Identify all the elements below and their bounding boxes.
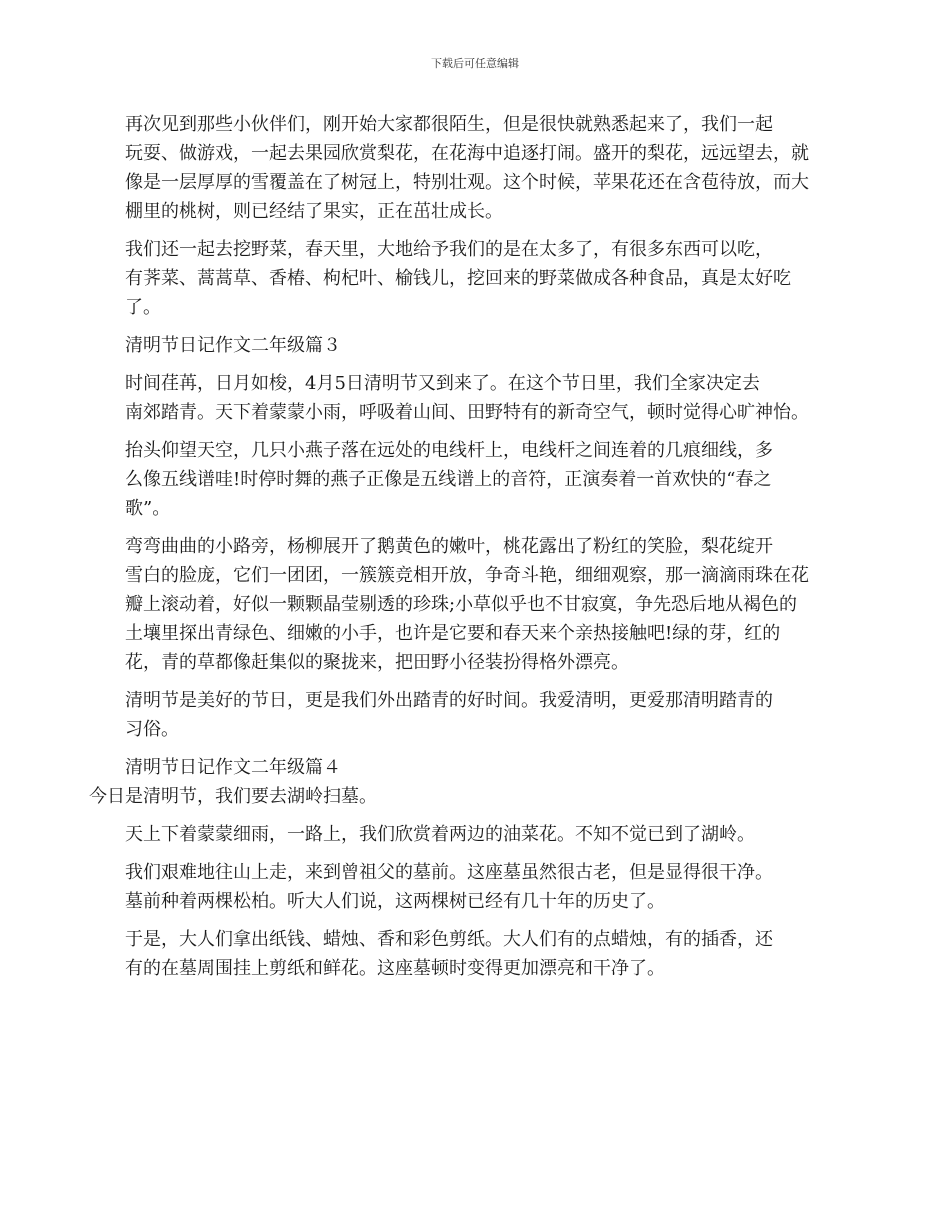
text-line: 再次见到那些小伙伴们，刚开始大家都很陌生，但是很快就熟悉起来了，我们一起	[125, 114, 773, 135]
paragraph-reunion	[89, 110, 861, 226]
paragraph-qingming-custom	[89, 686, 861, 744]
text-line: 花，青的草都像赶集似的聚拢来，把田野小径装扮得格外漂亮。	[125, 652, 629, 673]
document-body	[89, 110, 861, 983]
text-line: 墓前种着两棵松柏。听大人们说，这两棵树已经有几十年的历史了。	[125, 891, 665, 912]
text-line: 习俗。	[125, 719, 179, 740]
paragraph-ancestor-tomb	[89, 858, 861, 916]
paragraph-tomb-sweeping-intro	[89, 782, 861, 811]
text-line: 歌”。	[125, 498, 171, 519]
text-line: 天上下着蒙蒙细雨，一路上，我们欣赏着两边的油菜花。不知不觉已到了湖岭。	[125, 824, 755, 845]
heading-text: 清明节日记作文二年级篇３	[125, 335, 341, 356]
text-line: 了。	[125, 297, 161, 318]
text-line: 有的在墓周围挂上剪纸和鲜花。这座墓顿时变得更加漂亮和干净了。	[125, 958, 665, 979]
text-line: 我们艰难地往山上走，来到曾祖父的墓前。这座墓虽然很古老，但是显得很干净。	[125, 862, 773, 883]
text-line: 雪白的脸庞，它们一团团，一簇簇竞相开放，争奇斗艳，细细观察，那一滴滴雨珠在花	[125, 565, 809, 586]
paragraph-path-scenery	[89, 532, 861, 677]
text-line: 土壤里探出青绿色、细嫩的小手，也许是它要和春天来个亲热接触吧!绿的芽，红的	[125, 623, 781, 644]
heading-text: 清明节日记作文二年级篇４	[125, 757, 341, 778]
text-line: 棚里的桃树，则已经结了果实，正在茁壮成长。	[125, 201, 503, 222]
text-line: 玩耍、做游戏，一起去果园欣赏梨花，在花海中追逐打闹。盛开的梨花，远远望去，就	[125, 143, 809, 164]
text-line: 像是一层厚厚的雪覆盖在了树冠上，特别壮观。这个时候，苹果花还在含苞待放，而大	[125, 172, 809, 193]
paragraph-wild-vegetables	[89, 235, 861, 322]
text-line: 今日是清明节，我们要去湖岭扫墓。	[89, 786, 377, 807]
text-line: 南郊踏青。天下着蒙蒙小雨，呼吸着山间、田野特有的新奇空气，顿时觉得心旷神怡。	[125, 402, 809, 423]
text-line: 清明节是美好的节日，更是我们外出踏青的好时间。我爱清明，更爱那清明踏青的	[125, 690, 773, 711]
text-line: 抬头仰望天空，几只小燕子落在远处的电线杆上，电线杆之间连着的几痕细线，多	[125, 440, 773, 461]
paragraph-offerings	[89, 925, 861, 983]
section-heading-3	[89, 331, 861, 360]
paragraph-drizzle	[89, 820, 861, 849]
page-header: 下载后可任意编辑	[431, 57, 519, 70]
text-line: 时间荏苒，日月如梭，4月5日清明节又到来了。在这个节日里，我们全家决定去	[125, 373, 760, 394]
paragraph-outing	[89, 369, 861, 427]
text-line: 瓣上滚动着，好似一颗颗晶莹剔透的珍珠;小草似乎也不甘寂寞，争先恐后地从褐色的	[125, 594, 798, 615]
text-line: 弯弯曲曲的小路旁，杨柳展开了鹅黄色的嫩叶，桃花露出了粉红的笑脸，梨花绽开	[125, 536, 773, 557]
text-line: 于是，大人们拿出纸钱、蜡烛、香和彩色剪纸。大人们有的点蜡烛，有的插香，还	[125, 929, 773, 950]
paragraph-swallows	[89, 436, 861, 523]
text-line: 我们还一起去挖野菜，春天里，大地给予我们的是在太多了，有很多东西可以吃，	[125, 239, 773, 260]
section-heading-4	[89, 753, 861, 782]
text-line: 么像五线谱哇!时停时舞的燕子正像是五线谱上的音符，正演奏着一首欢快的“春之	[125, 469, 772, 490]
text-line: 有荠菜、蒿蒿草、香椿、枸杞叶、榆钱儿，挖回来的野菜做成各种食品，真是太好吃	[125, 268, 791, 289]
